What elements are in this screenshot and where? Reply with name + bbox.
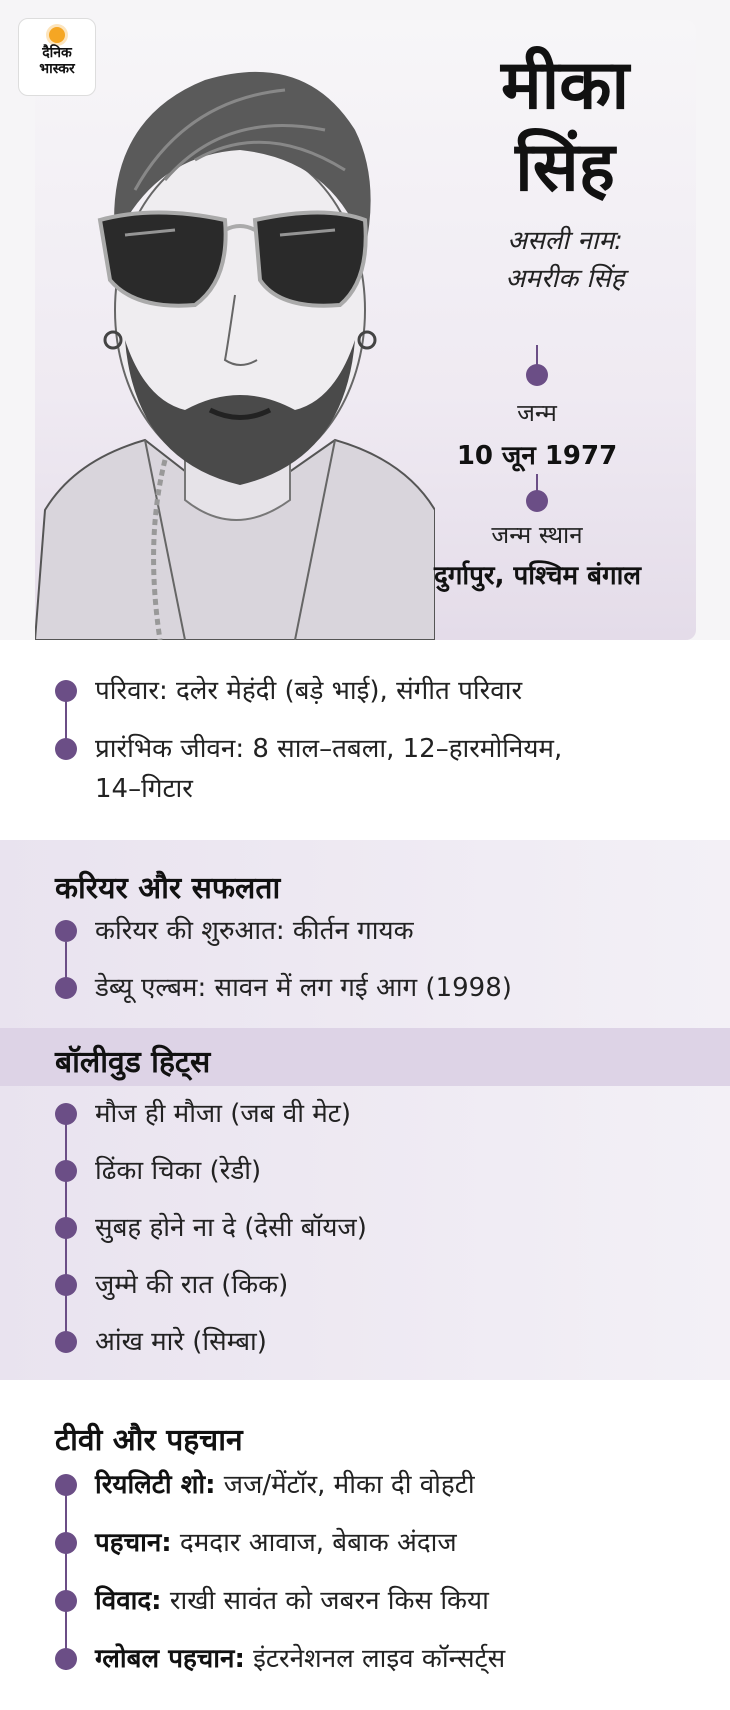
- bullet-dot: [55, 1532, 77, 1554]
- title-line-2: सिंह: [515, 128, 615, 207]
- list-item-career-start: करियर की शुरुआत: कीर्तन गायक: [95, 916, 414, 946]
- controversy-value: राखी सावंत को जबरन किस किया: [161, 1586, 489, 1616]
- global-identity-value: इंटरनेशनल लाइव कॉन्सर्ट्स: [244, 1644, 506, 1674]
- list-item-identity: [95, 1525, 457, 1561]
- bullet-dot: [55, 1648, 77, 1670]
- birthplace-value: दुर्गापुर, पश्चिम बंगाल: [433, 561, 642, 591]
- list-item-hit: जुम्मे की रात (किक): [95, 1270, 289, 1300]
- birth-label: जन्म: [517, 399, 557, 427]
- list-item-hit: मौज ही मौजा (जब वी मेट): [95, 1099, 352, 1129]
- person-name-title: [440, 45, 690, 209]
- bullet-dot: [55, 738, 77, 760]
- portrait-illustration: [35, 40, 435, 640]
- list-item-family: परिवार: दलेर मेहंदी (बड़े भाई), संगीत परिवार: [95, 676, 523, 706]
- list-item-reality-show: [95, 1467, 475, 1503]
- title-line-1: मीका: [500, 46, 630, 125]
- global-identity-label: ग्लोबल पहचान:: [95, 1644, 245, 1674]
- reality-show-value: जज/मेंटॉर, मीका दी वोहटी: [215, 1470, 475, 1500]
- bullet-dot: [55, 920, 77, 942]
- logo-line-1: दैनिक: [42, 45, 72, 61]
- tv-title: टीवी और पहचान: [55, 1423, 243, 1458]
- list-item-controversy: [95, 1583, 489, 1619]
- bullet-dot: [55, 680, 77, 702]
- list-item-early-life: [95, 731, 562, 807]
- list-connector: [65, 1495, 67, 1670]
- birth-date: 10 जून 1977: [456, 441, 618, 471]
- hero-section: [0, 0, 730, 640]
- early-life-line-2: 14–गिटार: [95, 774, 193, 804]
- bullet-dot: [55, 977, 77, 999]
- bullet-dot: [55, 1474, 77, 1496]
- real-name-label: असली नाम:: [507, 226, 623, 256]
- early-life-line-1: प्रारंभिक जीवन: 8 साल–तबला, 12–हारमोनियम,: [95, 734, 563, 764]
- bullet-dot: [55, 1217, 77, 1239]
- real-name: [440, 222, 690, 298]
- list-item-hit: ढिंका चिका (रेडी): [95, 1156, 262, 1186]
- bullet-dot: [55, 1103, 77, 1125]
- bullet-dot: [55, 1274, 77, 1296]
- timeline-dot: [526, 364, 548, 386]
- identity-value: दमदार आवाज, बेबाक अंदाज: [171, 1528, 457, 1558]
- list-item-debut-album: डेब्यू एल्बम: सावन में लग गई आग (1998): [95, 973, 512, 1003]
- identity-label: पहचान:: [95, 1528, 172, 1558]
- list-item-global-identity: [95, 1641, 505, 1677]
- bullet-dot: [55, 1590, 77, 1612]
- reality-show-label: रियलिटी शो:: [95, 1470, 216, 1500]
- career-title: करियर और सफलता: [55, 871, 281, 906]
- controversy-label: विवाद:: [95, 1586, 162, 1616]
- list-item-hit: आंख मारे (सिम्बा): [95, 1327, 267, 1357]
- timeline-dot: [526, 490, 548, 512]
- bullet-dot: [55, 1160, 77, 1182]
- logo-line-2: भास्कर: [39, 61, 75, 77]
- real-name-value: अमरीक सिंह: [505, 264, 625, 294]
- birthplace-label: जन्म स्थान: [491, 521, 583, 549]
- hits-title: बॉलीवुड हिट्स: [55, 1045, 211, 1080]
- bullet-dot: [55, 1331, 77, 1353]
- list-item-hit: सुबह होने ना दे (देसी बॉयज): [95, 1213, 367, 1243]
